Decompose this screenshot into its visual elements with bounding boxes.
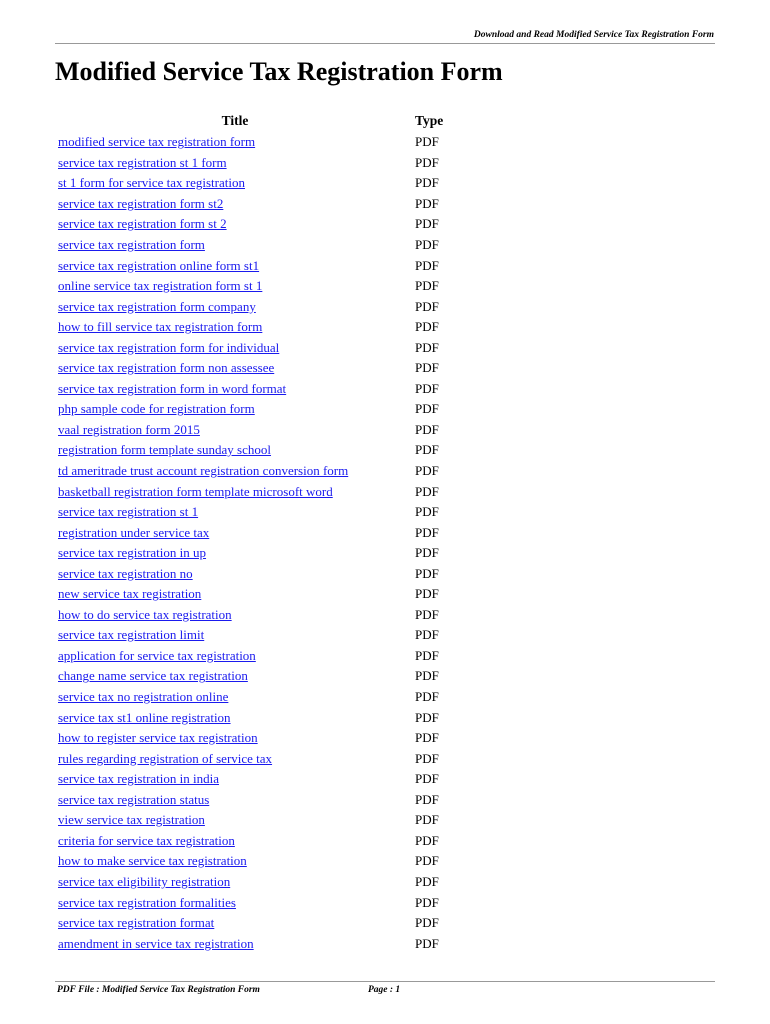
table-row: [55, 625, 475, 646]
title-cell: [55, 790, 415, 811]
title-cell: [55, 748, 415, 769]
title-link[interactable]: online service tax registration form st 1: [58, 278, 263, 294]
title-cell: [55, 235, 415, 256]
title-link[interactable]: service tax registration form in word format: [58, 380, 287, 396]
table-row: [55, 933, 475, 954]
type-cell: PDF: [415, 545, 439, 561]
title-link[interactable]: registration under service tax: [58, 524, 210, 540]
table-row: [55, 543, 475, 564]
title-cell: [55, 851, 415, 872]
page-title: Modified Service Tax Registration Form: [55, 57, 503, 86]
document-table: [55, 112, 475, 954]
title-cell: [55, 769, 415, 790]
title-cell: [55, 214, 415, 235]
title-cell: [55, 296, 415, 317]
title-cell: [55, 420, 415, 441]
title-link[interactable]: service tax registration no: [58, 565, 193, 581]
table-row: [55, 235, 475, 256]
title-cell: [55, 522, 415, 543]
type-cell: PDF: [415, 442, 439, 458]
table-row: [55, 153, 475, 174]
title-link[interactable]: criteria for service tax registration: [58, 832, 235, 848]
title-cell: [55, 707, 415, 728]
title-cell: [55, 255, 415, 276]
table-row: [55, 810, 475, 831]
title-link[interactable]: how to make service tax registration: [58, 853, 247, 869]
title-link[interactable]: st 1 form for service tax registration: [58, 175, 245, 191]
table-row: [55, 440, 475, 461]
table-row: [55, 707, 475, 728]
title-link[interactable]: service tax no registration online: [58, 689, 229, 705]
title-cell: [55, 831, 415, 852]
table-row: [55, 337, 475, 358]
table-row: [55, 769, 475, 790]
type-cell: PDF: [415, 278, 439, 294]
table-row: [55, 892, 475, 913]
type-cell: PDF: [415, 750, 439, 766]
table-row: [55, 728, 475, 749]
title-cell: [55, 337, 415, 358]
table-row: [55, 666, 475, 687]
table-row: [55, 872, 475, 893]
type-cell: PDF: [415, 771, 439, 787]
title-cell: [55, 481, 415, 502]
document-table-container: [55, 112, 475, 954]
title-link[interactable]: vaal registration form 2015: [58, 421, 200, 437]
table-row: [55, 296, 475, 317]
table-row: [55, 420, 475, 441]
type-cell: PDF: [415, 463, 439, 479]
type-cell: PDF: [415, 627, 439, 643]
title-link[interactable]: how to do service tax registration: [58, 606, 232, 622]
title-link[interactable]: application for service tax registration: [58, 647, 256, 663]
title-link[interactable]: td ameritrade trust account registration conversion form: [58, 463, 349, 479]
title-cell: [55, 358, 415, 379]
type-cell: PDF: [415, 730, 439, 746]
title-link[interactable]: change name service tax registration: [58, 668, 248, 684]
table-row: [55, 481, 475, 502]
table-row: [55, 646, 475, 667]
table-row: [55, 748, 475, 769]
table-row: [55, 132, 475, 153]
title-cell: [55, 728, 415, 749]
title-link[interactable]: view service tax registration: [58, 812, 205, 828]
table-row: [55, 687, 475, 708]
title-cell: [55, 913, 415, 934]
title-cell: [55, 461, 415, 482]
type-cell: PDF: [415, 812, 439, 828]
title-link[interactable]: service tax registration form st2: [58, 195, 224, 211]
type-cell: PDF: [415, 689, 439, 705]
table-row: [55, 461, 475, 482]
title-cell: [55, 502, 415, 523]
title-cell: [55, 194, 415, 215]
title-link[interactable]: service tax registration formalities: [58, 894, 236, 910]
title-cell: [55, 379, 415, 400]
title-link[interactable]: service tax registration form st 2: [58, 216, 227, 232]
footer-file-label: PDF File : Modified Service Tax Registration Form: [57, 985, 260, 995]
type-cell: PDF: [415, 483, 439, 499]
title-link[interactable]: service tax registration in india: [58, 771, 220, 787]
table-row: [55, 317, 475, 338]
type-cell: PDF: [415, 237, 439, 252]
type-cell: PDF: [415, 298, 439, 314]
table-body: [55, 132, 475, 954]
table-row: [55, 913, 475, 934]
table-row: [55, 399, 475, 420]
title-link[interactable]: modified service tax registration form: [58, 134, 256, 150]
title-link[interactable]: registration form template sunday school: [58, 442, 272, 458]
title-cell: [55, 132, 415, 153]
title-cell: [55, 276, 415, 297]
type-cell: PDF: [415, 175, 439, 191]
type-cell: PDF: [415, 894, 439, 910]
title-cell: [55, 625, 415, 646]
title-cell: [55, 173, 415, 194]
title-link[interactable]: service tax registration status: [58, 791, 210, 807]
type-cell: PDF: [415, 565, 439, 581]
title-link[interactable]: service tax registration in up: [58, 545, 207, 561]
title-link[interactable]: service tax registration st 1 form: [58, 154, 227, 170]
type-cell: PDF: [415, 668, 439, 684]
title-cell: [55, 892, 415, 913]
title-link[interactable]: new service tax registration: [58, 586, 202, 602]
title-cell: [55, 317, 415, 338]
type-cell: PDF: [415, 832, 439, 848]
title-cell: [55, 440, 415, 461]
type-cell: PDF: [415, 216, 439, 232]
title-link[interactable]: service tax registration form non assessee: [58, 360, 275, 376]
table-row: [55, 276, 475, 297]
table-row: [55, 173, 475, 194]
column-header-type: Type: [415, 112, 444, 128]
table-row: [55, 563, 475, 584]
type-cell: PDF: [415, 154, 439, 170]
table-row: [55, 379, 475, 400]
title-cell: [55, 605, 415, 626]
title-link[interactable]: basketball registration form template microsoft word: [58, 483, 333, 499]
title-link[interactable]: service tax registration format: [58, 915, 215, 931]
table-row: [55, 584, 475, 605]
type-cell: PDF: [415, 524, 439, 540]
footer-divider: [55, 981, 715, 982]
type-cell: PDF: [415, 853, 439, 869]
title-cell: [55, 933, 415, 954]
title-link[interactable]: service tax eligibility registration: [58, 873, 231, 889]
title-cell: [55, 153, 415, 174]
title-cell: [55, 646, 415, 667]
title-cell: [55, 563, 415, 584]
column-header-title: Title: [221, 112, 249, 128]
type-cell: PDF: [415, 401, 439, 417]
title-link[interactable]: service tax registration st 1: [58, 504, 199, 520]
title-cell: [55, 666, 415, 687]
title-link[interactable]: service tax registration form for individual: [58, 339, 280, 355]
title-link[interactable]: amendment in service tax registration: [58, 935, 254, 951]
type-cell: PDF: [415, 873, 439, 889]
type-cell: PDF: [415, 339, 439, 355]
table-row: [55, 522, 475, 543]
table-header-row: [55, 112, 475, 132]
title-link[interactable]: service tax registration limit: [58, 627, 205, 643]
running-header: Download and Read Modified Service Tax Registration Form: [473, 30, 714, 40]
footer-page-label: Page : 1: [368, 985, 401, 995]
type-cell: PDF: [415, 257, 439, 273]
title-cell: [55, 399, 415, 420]
type-cell: PDF: [415, 134, 439, 150]
table-row: [55, 194, 475, 215]
title-cell: [55, 872, 415, 893]
title-link[interactable]: rules regarding registration of service tax: [58, 750, 273, 766]
type-cell: PDF: [415, 606, 439, 622]
type-cell: PDF: [415, 504, 439, 520]
type-cell: PDF: [415, 647, 439, 663]
title-link[interactable]: how to fill service tax registration form: [58, 319, 263, 335]
title-cell: [55, 543, 415, 564]
title-link[interactable]: service tax st1 online registration: [58, 709, 231, 725]
table-row: [55, 831, 475, 852]
type-cell: PDF: [415, 586, 439, 602]
title-link[interactable]: how to register service tax registration: [58, 730, 258, 746]
type-cell: PDF: [415, 791, 439, 807]
title-link[interactable]: service tax registration online form st1: [58, 257, 260, 273]
type-cell: PDF: [415, 935, 439, 951]
title-link[interactable]: service tax registration form company: [58, 298, 256, 314]
type-cell: PDF: [415, 709, 439, 725]
type-cell: PDF: [415, 195, 439, 211]
title-cell: [55, 810, 415, 831]
table-row: [55, 851, 475, 872]
type-cell: PDF: [415, 421, 439, 437]
title-link[interactable]: service tax registration form: [58, 237, 205, 252]
type-cell: PDF: [415, 360, 439, 376]
table-row: [55, 214, 475, 235]
title-cell: [55, 687, 415, 708]
type-cell: PDF: [415, 319, 439, 335]
table-row: [55, 358, 475, 379]
table-row: [55, 790, 475, 811]
table-row: [55, 255, 475, 276]
title-cell: [55, 584, 415, 605]
type-cell: PDF: [415, 380, 439, 396]
table-row: [55, 605, 475, 626]
table-row: [55, 502, 475, 523]
header-divider: [55, 43, 715, 44]
title-link[interactable]: php sample code for registration form: [58, 401, 255, 417]
type-cell: PDF: [415, 915, 439, 931]
